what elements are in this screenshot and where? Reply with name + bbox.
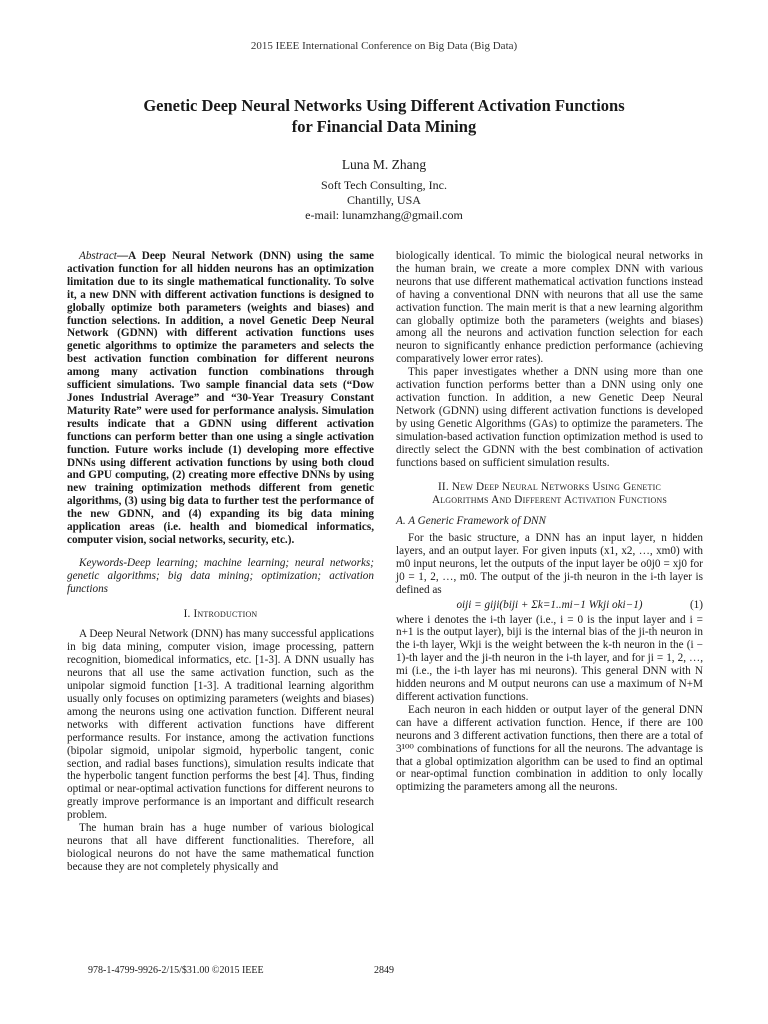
author-location: Chantilly, USA [347, 193, 421, 207]
intro-paragraph-2: The human brain has a huge number of various biological neurons that all have different functionalities. Therefore, all biological neurons do not have the same mathematical function because they are not completely physically and [67, 822, 374, 873]
framework-paragraph-3: Each neuron in each hidden or output layer of the general DNN can have a different activation function. Hence, if there are 100 neurons and 3 different activation functions, then there are a total of 3¹⁰⁰ combinations of functions for all the neurons. The advantage is that a global optimization algorithm can be used to find an optimal or near-optimal function combination in addition to only locally optimizing the parameters among all the neurons. [396, 703, 703, 794]
section-heading-2-line-2: Algorithms And Different Activation Functions [431, 494, 668, 507]
framework-paragraph-2: where i denotes the i-th layer (i.e., i = 0 is the input layer and i = n+1 is the output layer), biji is the internal bias of the ji-th neuron in the i-th layer, Wkji is the weight between the k-th neuron in the (i − 1)-th layer and the ji-th neuron in the i-th layer, and for ji = 1, 2, …, mi (i.e., the i-th layer has mi neurons). This general DNN with N hidden neurons and M output neurons can use a maximum of N+M different activation functions. [396, 613, 703, 703]
framework-paragraph-1: For the basic structure, a DNN has an input layer, n hidden layers, and an output layer. For given inputs (x1, x2, …, xm0) with m0 input neurons, let the outputs of the input layer be o0j0 = xj0 for j0 = 1, 2, …, m0. The output of the ji-th neuron in the i-th layer is defined as [396, 532, 703, 596]
section-heading-2-line-1: II. New Deep Neural Networks Using Genetic [438, 481, 661, 494]
author-name: Luna M. Zhang [341, 157, 427, 172]
conference-header: 2015 IEEE International Conference on Big Data (Big Data) [250, 40, 518, 52]
intro-paragraph-1: A Deep Neural Network (DNN) has many successful applications in big data mining, computer vision, image processing, pattern recognition, biomedical informatics, etc. [1-3]. A DNN usually has neurons that all use the same activation function, such as the unipolar sigmoid function [1-3]. A traditional learning algorithm usually only focuses on optimizing parameters (weights and biases) among the neurons using one activation function. Different neural networks with different activation functions have different performance results. For instance, among the activation functions (bipolar sigmoid, unipolar sigmoid, hyperbolic tangent, conic section, and radial bases functions), simulation results indicate that the hyperbolic tangent function performs the best [4]. Thus, finding optimal or near-optimal activation functions for different neurons to greatly improve performance is an important and difficult research problem. [67, 628, 374, 822]
intro-paragraph-2-continued: biologically identical. To mimic the biological neural networks in the human brain, we create a more complex DNN with various neurons that use different mathematical activation functions instead of having a conventional DNN with neurons that all use the same activation function. The main merit is that a new learning algorithm can globally optimize both the parameters (weights and biases) among all the neurons and activation function selection for each neuron to significantly enhance prediction performance (achieving comparatively lower error rates). [396, 250, 703, 366]
right-column [396, 250, 703, 794]
section-heading-introduction: I. Introduction [183, 607, 258, 620]
author-block [0, 157, 768, 223]
equation-1 [396, 599, 703, 612]
footer-page-number: 2849 [374, 965, 394, 976]
section-heading-2 [396, 481, 703, 507]
left-column [67, 250, 374, 874]
paper-title [60, 95, 708, 137]
abstract [67, 250, 374, 547]
equation-1-body: oiji = giji(biji + Σk=1..mi−1 Wkji oki−1) [456, 598, 643, 611]
author-affiliation: Soft Tech Consulting, Inc. [321, 178, 447, 192]
subsection-heading-a: A. A Generic Framework of DNN [396, 515, 546, 528]
intro-paragraph-3: This paper investigates whether a DNN using more than one activation function performs better than a DNN using only one activation function. In addition, a new Genetic Deep Neural Network (GDNN) using different activation functions is developed by using Genetic Algorithms (GAs) to optimize the parameters. The simulation-based activation function optimization method is used to directly select the GDNN with the best combination of activation functions based on sufficient simulation results. [396, 366, 703, 469]
equation-1-number: (1) [689, 598, 703, 611]
abstract-text: —A Deep Neural Network (DNN) using the same activation function for all hidden neurons has an optimization limitation due to its single mathematical functionality. To solve it, a new DNN with different activation functions is designed to globally optimize both parameters (weights and biases) and function selections. In addition, a novel Genetic Deep Neural Network (GDNN) with different activation functions uses genetic algorithms to optimize the parameters and selects the best activation function combination for different neurons among many activation function combinations through sufficient simulations. Two sample financial data sets (“Dow Jones Industrial Average” and “30-Year Treasury Constant Maturity Rate” were used for performance analysis. Simulation results indicate that a GDNN using different activation functions can perform better than one using a single activation function. Future works include (1) developing more effective DNNs using different activation functions by using both cloud and GPU computing, (2) creating more effective DNNs by using new training optimization methods different from genetic algorithms, (3) using big data to further test the performance of the new GDNN, and (4) expanding its big data mining application areas (i.e. health and biomedical informatics, computer vision, social networks, security, etc.). [67, 250, 374, 546]
footer-isbn: 978-1-4799-9926-2/15/$31.00 ©2015 IEEE [88, 965, 264, 976]
title-line-2: for Financial Data Mining [291, 117, 477, 136]
keywords: Keywords-Deep learning; machine learning; neural networks; genetic algorithms; big data mining; optimization; activation functions [67, 556, 374, 595]
abstract-label: Abstract [79, 250, 117, 262]
title-line-1: Genetic Deep Neural Networks Using Different Activation Functions [143, 96, 625, 115]
author-email: e-mail: lunamzhang@gmail.com [305, 208, 463, 222]
